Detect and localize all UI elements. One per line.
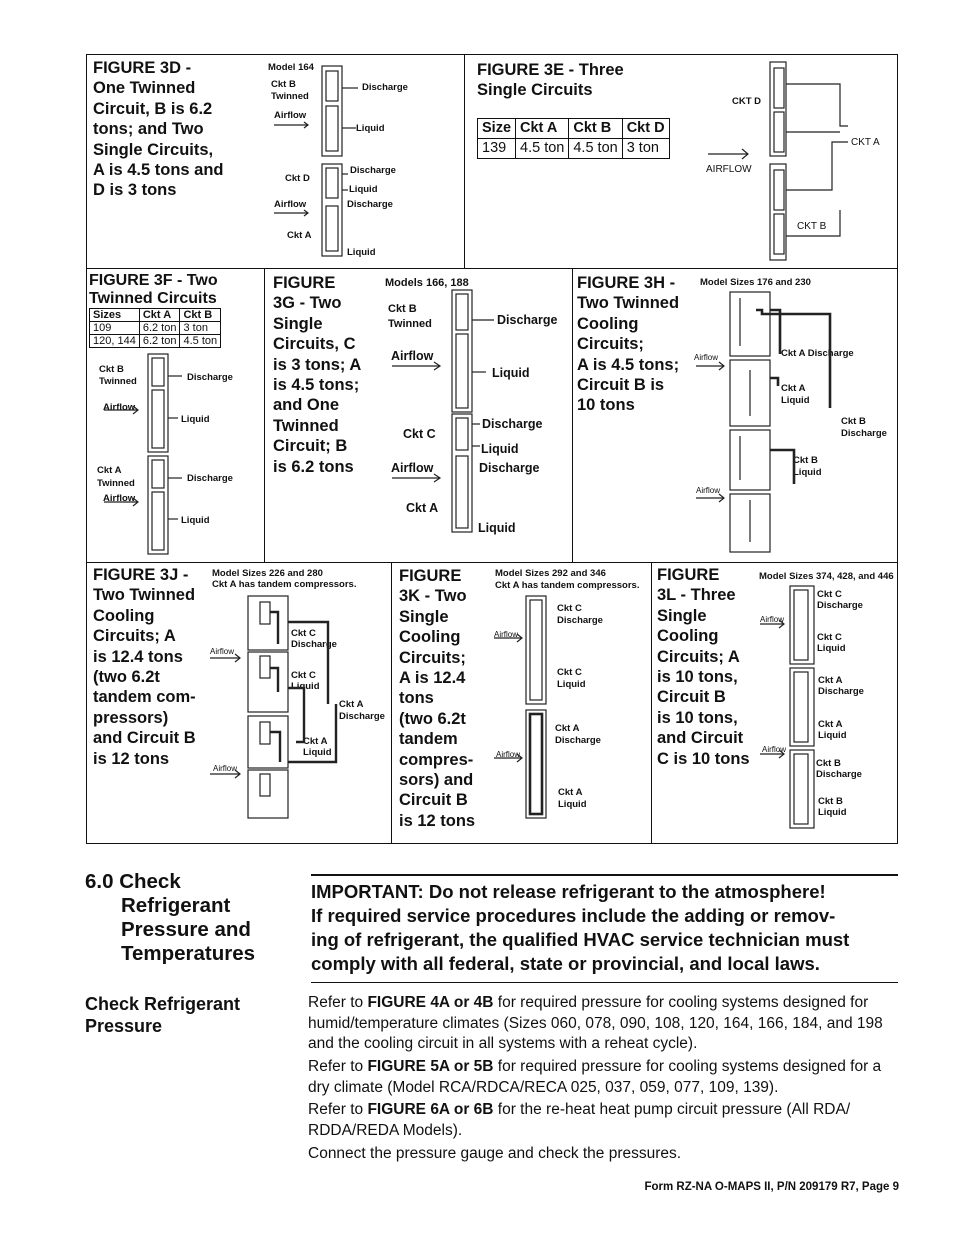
caption-line: is 12.4 tons — [93, 647, 183, 666]
caption-line: Twinned — [273, 416, 339, 435]
caption-line: Two Twinned — [577, 294, 680, 313]
caption-line: 3L - Three — [657, 586, 736, 605]
table-cell: 4.5 ton — [569, 139, 622, 159]
caption-line: A is 4.5 tons and — [93, 161, 224, 180]
table-row — [90, 322, 221, 335]
coil-diagram-3h — [690, 290, 840, 554]
coil-diagram-3f — [100, 354, 190, 556]
caption-line: Cooling — [657, 627, 719, 646]
ckt-a-label: Ckt A — [818, 719, 843, 730]
important-notice — [311, 880, 898, 983]
discharge-label: Discharge — [187, 372, 233, 383]
ckt-a-label: Ckt A — [287, 230, 312, 241]
caption-line: Cooling — [577, 314, 639, 333]
caption-line: FIGURE 3F - Two — [89, 272, 218, 289]
figure-3f-caption — [89, 272, 218, 308]
discharge-label: Discharge — [818, 686, 864, 697]
caption-line: Single Circuits — [477, 81, 593, 100]
ckt-a-label: Ckt A — [555, 723, 580, 734]
discharge-label: Discharge — [817, 600, 863, 611]
important-line: ing of refrigerant, the qualified HVAC service technician must — [311, 929, 850, 950]
caption-line: (two 6.2t — [93, 668, 160, 687]
ckt-c-label: Ckt C — [817, 632, 842, 643]
table-cell: 6.2 ton — [139, 335, 180, 348]
caption-line: Circuit B — [657, 688, 726, 707]
airflow-label: Airflow — [213, 764, 238, 773]
caption-line: Cooling — [399, 628, 461, 647]
ckt-a-discharge-label: Ckt A Discharge — [781, 348, 854, 359]
grid-divider — [86, 562, 898, 563]
tandem-note: Ckt A has tandem compressors. — [495, 580, 640, 591]
caption-line: Circuits; A — [657, 647, 740, 666]
liquid-label: Liquid — [781, 395, 810, 406]
caption-line: 3K - Two — [399, 587, 467, 606]
grid-divider — [464, 54, 465, 268]
table-cell: 4.5 ton — [516, 139, 569, 159]
liquid-label: Liquid — [291, 681, 320, 692]
caption-line: One Twinned — [93, 79, 196, 98]
section-title-line: Pressure and — [121, 918, 251, 941]
ckt-a-label: Ckt A — [781, 383, 806, 394]
ckt-b-label: Ckt B — [816, 758, 841, 769]
ckt-c-label: Ckt C — [817, 589, 842, 600]
liquid-label: Liquid — [793, 467, 822, 478]
table-header: Sizes — [90, 309, 140, 322]
important-line: comply with all federal, state or provincial, and local laws. — [311, 953, 820, 974]
ckt-c-label: Ckt C — [557, 667, 582, 678]
caption-line: Single — [273, 314, 323, 333]
liquid-label: Liquid — [347, 247, 376, 258]
caption-line: Single Circuits, — [93, 140, 214, 159]
caption-line: is 3 tons; A — [273, 355, 362, 374]
caption-line: Circuit B — [399, 791, 468, 810]
caption-line: Single — [399, 607, 449, 626]
discharge-label: Discharge — [555, 735, 601, 746]
text: Refer to — [308, 994, 368, 1011]
caption-line: FIGURE — [657, 566, 720, 584]
table-header: Ckt A — [139, 309, 180, 322]
ckt-b-label: Ckt B — [818, 796, 843, 807]
table-header: Ckt D — [622, 119, 669, 139]
caption-line: tandem — [399, 730, 458, 749]
ckt-a-label: Ckt A — [303, 736, 328, 747]
liquid-label: Liquid — [558, 799, 587, 810]
coil-diagram-3g — [390, 290, 500, 536]
caption-line: Circuit B is — [577, 376, 665, 395]
coil-diagram-3j — [208, 592, 348, 822]
liquid-label: Liquid — [557, 679, 586, 690]
important-top-rule — [311, 874, 898, 876]
ckt-a-label: CKT A — [851, 137, 880, 148]
caption-line: is 10 tons, — [657, 708, 738, 727]
table-header: Ckt B — [569, 119, 622, 139]
caption-line: tandem com- — [93, 688, 196, 707]
ckt-b-label: Ckt B — [388, 303, 417, 315]
caption-line: tons — [399, 689, 434, 708]
caption-line: 10 tons — [577, 396, 635, 415]
discharge-label: Discharge — [479, 461, 540, 475]
table-header: Ckt B — [180, 309, 221, 322]
table-cell: 3 ton — [180, 322, 221, 335]
page-footer: Form RZ-NA O-MAPS II, P/N 209179 R7, Page 9 — [644, 1181, 899, 1193]
coil-diagram-3e — [700, 60, 870, 264]
twinned-label: Twinned — [99, 376, 137, 387]
ckt-b-label: Ckt B — [271, 79, 296, 90]
important-line: IMPORTANT: Do not release refrigerant to the atmosphere! — [311, 881, 826, 902]
discharge-label: Discharge — [291, 639, 337, 650]
liquid-label: Liquid — [181, 414, 210, 425]
grid-divider — [391, 562, 392, 844]
airflow-label: Airflow — [694, 353, 719, 362]
caption-line: Twinned Circuits — [89, 290, 217, 307]
figure-3e-caption — [477, 60, 624, 101]
airflow-label: Airflow — [696, 486, 721, 495]
tandem-note: Ckt A has tandem compressors. — [212, 579, 357, 590]
table-cell: 109 — [90, 322, 140, 335]
discharge-label: Discharge — [816, 769, 862, 780]
subsection-title — [85, 993, 240, 1037]
models-label: Models 166, 188 — [385, 277, 469, 289]
figure-reference: FIGURE 4A or 4B — [367, 994, 494, 1011]
liquid-label: Liquid — [349, 184, 378, 195]
airflow-label: Airflow — [210, 647, 235, 656]
discharge-label: Discharge — [350, 165, 396, 176]
table-cell: 3 ton — [622, 139, 669, 159]
table-row — [90, 335, 221, 348]
caption-line: is 4.5 tons; — [273, 376, 360, 395]
figure-3d-caption — [93, 58, 224, 201]
discharge-label: Discharge — [339, 711, 385, 722]
caption-line: FIGURE 3E - Three — [477, 61, 624, 79]
text: for required pressure for cooling systems designed for a dry climate (Model RCA/RDCA/RECA 025, 037, 059, 077, 109, 139). — [308, 1058, 882, 1096]
figure-3l-caption — [657, 565, 750, 769]
text: Refer to — [308, 1101, 368, 1118]
discharge-label: Discharge — [362, 82, 408, 93]
liquid-label: Liquid — [356, 123, 385, 134]
figure-reference: FIGURE 5A or 5B — [367, 1058, 494, 1075]
section-title — [85, 870, 255, 966]
text: for the re-heat heat pump circuit pressure (All RDA/ RDDA/REDA Models). — [308, 1101, 851, 1139]
table-cell: 4.5 ton — [180, 335, 221, 348]
text: for required pressure for cooling systems designed for humid/temperature climates (Sizes 060, 078, 090, 108, 120, 164, 166, 184, and 198 and the cooling circuit in all systems with a reheat cycle). — [308, 994, 883, 1053]
discharge-label: Discharge — [557, 615, 603, 626]
important-line: If required service procedures include the adding or remov- — [311, 905, 836, 926]
subsection-title-line: Check Refrigerant — [85, 994, 241, 1014]
caption-line: and Circuit — [657, 729, 744, 748]
ckt-d-label: Ckt D — [285, 173, 310, 184]
model-label: Model 164 — [268, 62, 314, 73]
figure-3k-caption — [399, 566, 475, 831]
models-label: Model Sizes 176 and 230 — [700, 277, 811, 288]
discharge-label: Discharge — [187, 473, 233, 484]
table-header-row — [90, 309, 221, 322]
caption-line: is 12 tons — [399, 811, 476, 830]
ckt-a-label: Ckt A — [97, 465, 122, 476]
coil-diagram-3l — [758, 584, 818, 830]
ckt-a-label: Ckt A — [339, 699, 364, 710]
liquid-label: Liquid — [817, 643, 846, 654]
figure-3f-table — [89, 308, 221, 348]
airflow-label: Airflow — [103, 402, 136, 413]
ckt-b-label: Ckt B — [793, 455, 818, 466]
paragraph-connect-gauge: Connect the pressure gauge and check the pressures. — [308, 1145, 682, 1162]
caption-line: Circuit, B is 6.2 — [93, 99, 213, 118]
table-header: Ckt A — [516, 119, 569, 139]
ckt-a-label: Ckt A — [818, 675, 843, 686]
airflow-label: Airflow — [762, 745, 787, 754]
models-label: Model Sizes 292 and 346 — [495, 568, 606, 579]
caption-line: A is 12.4 — [399, 669, 466, 688]
caption-line: FIGURE 3J - — [93, 566, 189, 584]
caption-line: FIGURE — [273, 274, 336, 292]
ckt-b-label: CKT B — [797, 221, 827, 232]
table-cell: 6.2 ton — [139, 322, 180, 335]
grid-divider — [651, 562, 652, 844]
ckt-a-label: Ckt A — [558, 787, 583, 798]
ckt-c-label: Ckt C — [291, 670, 316, 681]
coil-diagram-3d — [270, 66, 370, 262]
caption-line: FIGURE 3D - — [93, 59, 192, 77]
ckt-b-label: Ckt B — [841, 416, 866, 427]
twinned-label: Twinned — [388, 318, 432, 330]
liquid-label: Liquid — [818, 730, 847, 741]
caption-line: tons; and Two — [93, 120, 204, 139]
airflow-label: Airflow — [391, 461, 434, 475]
table-header-row — [478, 119, 670, 139]
caption-line: compres- — [399, 750, 474, 769]
ckt-c-label: Ckt C — [291, 628, 316, 639]
ckt-c-label: Ckt C — [403, 427, 436, 441]
caption-line: is 6.2 tons — [273, 457, 354, 476]
ckt-a-label: Ckt A — [406, 501, 439, 515]
figure-3h-caption — [577, 273, 679, 416]
liquid-label: Liquid — [818, 807, 847, 818]
discharge-label: Discharge — [347, 199, 393, 210]
liquid-label: Liquid — [181, 515, 210, 526]
grid-divider — [264, 268, 265, 562]
caption-line: Circuits; A — [93, 627, 176, 646]
caption-line: FIGURE 3H - — [577, 274, 676, 292]
paragraph-reheat — [308, 1100, 900, 1141]
liquid-label: Liquid — [492, 366, 530, 380]
caption-line: A is 4.5 tons; — [577, 355, 680, 374]
airflow-label: Airflow — [760, 615, 785, 624]
ckt-c-label: Ckt C — [557, 603, 582, 614]
caption-line: FIGURE — [399, 567, 462, 585]
caption-line: D is 3 tons — [93, 181, 177, 200]
figure-3j-caption — [93, 565, 196, 769]
ckt-d-label: CKT D — [732, 96, 762, 107]
section-title-line: 6.0 Check — [85, 870, 181, 893]
liquid-label: Liquid — [478, 521, 516, 535]
caption-line: is 12 tons — [93, 749, 170, 768]
liquid-label: Liquid — [481, 442, 519, 456]
twinned-label: Twinned — [97, 478, 135, 489]
airflow-label: Airflow — [274, 199, 307, 210]
coil-diagram-3k — [492, 594, 556, 820]
caption-line: pressors) — [93, 708, 169, 727]
caption-line: (two 6.2t — [399, 709, 466, 728]
table-header: Size — [478, 119, 516, 139]
caption-line: is 10 tons, — [657, 668, 738, 687]
grid-divider — [572, 268, 573, 562]
discharge-label: Discharge — [482, 417, 543, 431]
text: Refer to — [308, 1058, 368, 1075]
caption-line: Circuits, C — [273, 335, 356, 354]
figure-3g-caption — [273, 273, 361, 477]
caption-line: Two Twinned — [93, 586, 196, 605]
grid-divider — [86, 268, 898, 269]
subsection-title-line: Pressure — [85, 1016, 163, 1036]
caption-line: Circuits; — [399, 648, 466, 667]
caption-line: Cooling — [93, 606, 155, 625]
figure-3e-table — [477, 118, 670, 159]
caption-line: sors) and — [399, 771, 474, 790]
paragraph-humid-climate — [308, 993, 900, 1055]
table-row — [478, 139, 670, 159]
airflow-label: Airflow — [496, 750, 521, 759]
discharge-label: Discharge — [497, 313, 558, 327]
caption-line: Single — [657, 606, 707, 625]
section-title-line: Temperatures — [121, 942, 256, 965]
twinned-label: Twinned — [271, 91, 309, 102]
paragraph-dry-climate — [308, 1057, 900, 1098]
liquid-label: Liquid — [303, 747, 332, 758]
caption-line: 3G - Two — [273, 294, 342, 313]
caption-line: and One — [273, 396, 340, 415]
caption-line: Circuits; — [577, 335, 644, 354]
airflow-label: Airflow — [103, 493, 136, 504]
table-cell: 120, 144 — [90, 335, 140, 348]
section-title-line: Refrigerant — [121, 894, 231, 917]
models-label: Model Sizes 226 and 280 — [212, 568, 323, 579]
caption-line: Circuit; B — [273, 437, 348, 456]
airflow-label: Airflow — [391, 349, 434, 363]
figure-reference: FIGURE 6A or 6B — [367, 1101, 494, 1118]
discharge-label: Discharge — [841, 428, 887, 439]
table-cell: 139 — [478, 139, 516, 159]
models-label: Model Sizes 374, 428, and 446 — [759, 571, 894, 582]
airflow-label: Airflow — [494, 630, 519, 639]
caption-line: C is 10 tons — [657, 749, 750, 768]
ckt-b-label: Ckt B — [99, 364, 124, 375]
airflow-label: Airflow — [274, 110, 307, 121]
caption-line: and Circuit B — [93, 729, 196, 748]
airflow-label: AIRFLOW — [706, 164, 752, 175]
